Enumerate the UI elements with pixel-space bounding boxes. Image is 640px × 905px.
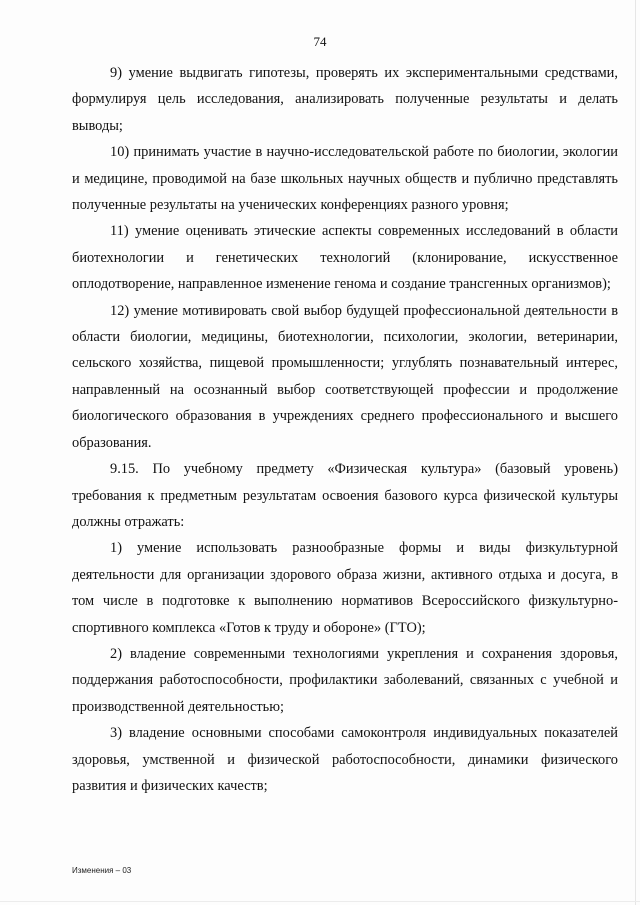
paragraph-pe-item-2: 2) владение современными технологиями укрепления и сохранения здоровья, поддержания работоспособности, профилактики заболеваний, связанных с учебной и производственной деятельностью; [72, 645, 618, 715]
paragraph-item-12: 12) умение мотивировать свой выбор будущей профессиональной деятельности в области биологии, медицины, биотехнологии, психологии, экологии, ветеринарии, сельского хозяйства, пищевой промышленности; углублять познавательный интерес, направленный на осознанный выбор соответствующей профессии и продолжение биологического образования в учреждениях среднего профессионального и высшего образования. [72, 302, 618, 451]
paragraph-item-10: 10) принимать участие в научно-исследовательской работе по биологии, экологии и медицине, проводимой на базе школьных научных обществ и публично представлять полученные результаты на ученических конференциях разного уровня; [72, 144, 618, 214]
document-body [72, 60, 618, 799]
paragraph-pe-item-1: 1) умение использовать разнообразные формы и виды физкультурной деятельности для организации здорового образа жизни, активного отдыха и досуга, в том числе в подготовке к выполнению нормативов Всероссийского физкультурно-спортивного комплекса «Готов к труду и обороне» (ГТО); [72, 540, 618, 636]
paragraph-item-9: 9) умение выдвигать гипотезы, проверять их экспериментальными средствами, формулируя цель исследования, анализировать полученные результаты и делать выводы; [72, 65, 618, 134]
scan-edge-line [635, 0, 636, 905]
paragraph-item-11: 11) умение оценивать этические аспекты современных исследований в области биотехнологии и генетических технологий (клонирование, искусственное оплодотворение, направленное изменение генома и создание трансгенных организмов); [72, 223, 618, 293]
scan-bottom-line [0, 901, 640, 902]
paragraph-section-9-15: 9.15. По учебному предмету «Физическая культура» (базовый уровень) требования к предметным результатам освоения базового курса физической культуры должны отражать: [72, 461, 618, 530]
page-number: 74 [313, 34, 327, 49]
footer-note: Изменения – 03 [72, 866, 132, 875]
paragraph-pe-item-3: 3) владение основными способами самоконтроля индивидуальных показателей здоровья, умственной и физической работоспособности, динамики физического развития и физических качеств; [72, 725, 618, 794]
